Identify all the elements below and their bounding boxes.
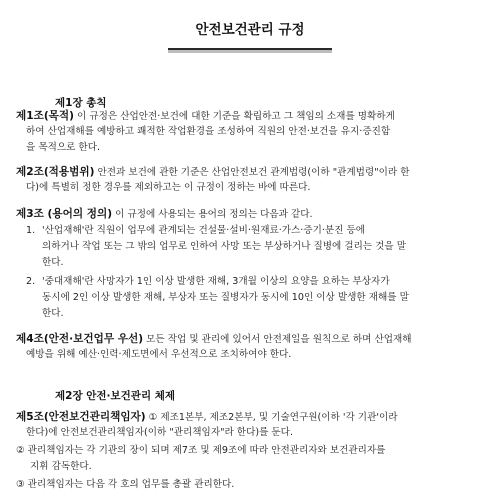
article-4-line-2: 예방을 위해 예산·인력·제도면에서 우선적으로 조치하여야 한다. [26, 349, 292, 360]
article-2 [16, 164, 484, 196]
article-5-line-2: 한다)에 안전보건관리책임자(이하 "관리책임자"라 한다)를 둔다. [26, 427, 293, 438]
article-3 [16, 206, 484, 222]
chapter-1-heading: 제1장 총칙 [55, 97, 107, 109]
article-3-heading: 제3조 (용어의 정의) [16, 208, 113, 220]
article-5-paragraph-3: ③ 관리책임자는 다음 각 호의 업무를 총괄 관리한다. [16, 479, 235, 490]
article-1-line-1: 제1조(목적) 이 규정은 산업안전·보건에 대한 기준을 확립하고 그 책임의 소재를 명확하게 [16, 110, 395, 122]
article-1-heading: 제1조(목적) [16, 110, 74, 122]
article-2-line-1: 제2조(적용범위) 안전과 보건에 관한 기준은 산업안전보건 관계법령(이하 "관계법령"이라 한 [16, 166, 410, 178]
article-4 [16, 331, 484, 363]
item-number: 2. [26, 276, 36, 287]
article-5-heading: 제5조(안전보건관리책임자) [16, 411, 146, 423]
article-3-item-2: 2. '중대재해'란 사망자가 1인 이상 발생한 재해, 3개월 이상의 요양을 요하는 부상자가 동시에 2인 이상 발생한 재해, 부상자 또는 질병자가 동시에 10인 이상 발생한 재해를 말 한다. [26, 276, 409, 319]
article-3-line-1: 제3조 (용어의 정의) 이 규정에 사용되는 용어의 정의는 다음과 같다. [16, 208, 313, 220]
article-5-line-1: 제5조(안전보건관리책임자) ① 제조1본부, 제조2본부, 및 기술연구원(이하 '각 기관'이라 [16, 411, 398, 423]
article-1 [16, 108, 484, 156]
article-4-heading: 제4조(안전·보건업무 우선) [16, 333, 144, 345]
article-1-line-2: 하여 산업재해를 예방하고 쾌적한 작업환경을 조성하여 직원의 안전·보건을 유지·증진함 [26, 126, 391, 137]
item-number: 1. [26, 225, 36, 236]
chapter-2-heading: 제2장 안전·보건관리 체제 [55, 390, 176, 402]
article-4-line-1: 제4조(안전·보건업무 우선) 모든 작업 및 관리에 있어서 안전제일을 원칙으로 하며 산업재해 [16, 333, 412, 345]
document-title: 안전보건관리 규정 [168, 18, 332, 50]
article-5-paragraph-2: ② 관리책임자는 각 기관의 장이 되며 제7조 및 제9조에 따라 안전관리자와 보건관리자를 지휘 감독한다. [16, 445, 386, 472]
article-2-line-2: 다)에 특별히 정한 경우를 제외하고는 이 규정이 정하는 바에 따른다. [26, 182, 311, 193]
article-3-item-1: 1. '산업재해'란 직원이 업무에 관계되는 건설물·설비·원재료·가스·증기·분진 등에 의하거나 작업 또는 그 밖의 업무로 인하여 사망 또는 부상하거나 질병에 걸리는 것을 말 한다. [26, 225, 407, 268]
article-2-heading: 제2조(적용범위) [16, 166, 95, 178]
article-1-line-3: 을 목적으로 한다. [26, 142, 101, 153]
article-5 [16, 409, 484, 441]
